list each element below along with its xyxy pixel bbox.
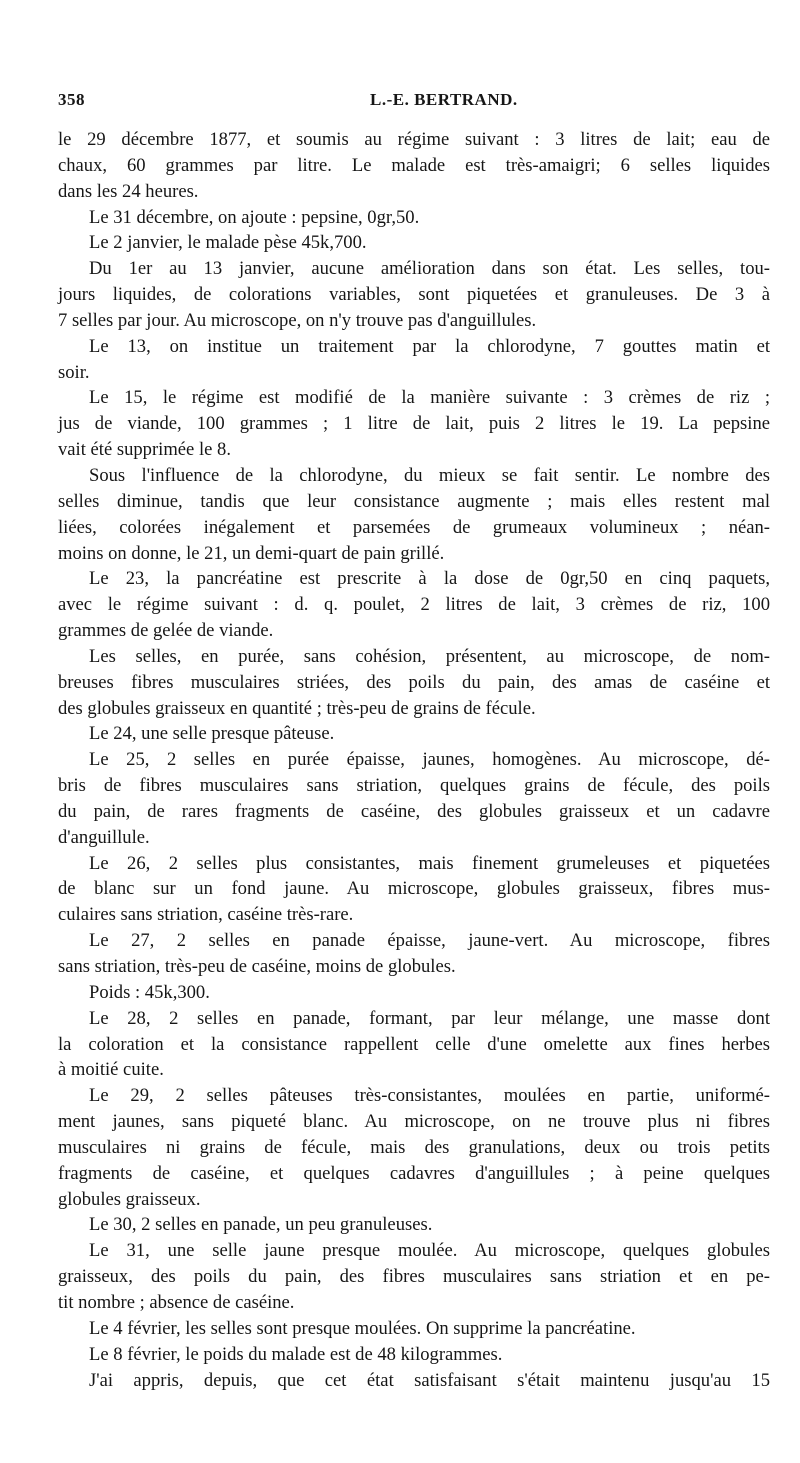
paragraph (58, 721, 770, 747)
running-title: L.-E. BERTRAND. (370, 90, 518, 109)
text-line: le 29 décembre 1877, et soumis au régime suivant : 3 litres de lait; eau de (58, 129, 770, 150)
paragraph (58, 1342, 770, 1368)
text-line: la coloration et la consistance rappellent celle d'une omelette aux fines herbes (58, 1033, 770, 1055)
page-header (58, 90, 770, 114)
text-line: Les selles, en purée, sans cohésion, présentent, au microscope, de nom- (89, 645, 770, 667)
paragraph (58, 1238, 770, 1316)
text-line: Du 1er au 13 janvier, aucune amélioration dans son état. Les selles, tou- (89, 258, 770, 280)
text-line: breuses fibres musculaires striées, des poils du pain, des amas de caséine et (58, 671, 770, 693)
paragraph (58, 463, 770, 566)
text-line: Le 28, 2 selles en panade, formant, par leur mélange, une masse dont (89, 1007, 770, 1029)
text-line: Le 2 janvier, le malade pèse 45k,700. (89, 232, 367, 254)
paragraph (58, 205, 770, 231)
text-line: selles diminue, tandis que leur consistance augmente ; mais elles restent mal (58, 490, 770, 512)
paragraph (58, 747, 770, 850)
text-line: culaires sans striation, caséine très-rare. (58, 904, 354, 926)
text-line: Le 31 décembre, on ajoute : pepsine, 0gr,50. (89, 206, 420, 228)
text-line: jours liquides, de colorations variables, sont piquetées et granuleuses. De 3 à (58, 284, 770, 306)
text-line: Le 15, le régime est modifié de la manière suivante : 3 crèmes de riz ; (89, 387, 770, 409)
text-line: Le 25, 2 selles en purée épaisse, jaunes, homogènes. Au microscope, dé- (89, 749, 770, 771)
text-line: de blanc sur un fond jaune. Au microscope, globules graisseux, fibres mus- (58, 878, 770, 900)
text-line: Le 30, 2 selles en panade, un peu granuleuses. (89, 1214, 433, 1236)
text-line: chaux, 60 grammes par litre. Le malade est très-amaigri; 6 selles liquides (58, 154, 770, 176)
text-line: avec le régime suivant : d. q. poulet, 2 litres de lait, 3 crèmes de riz, 100 (58, 594, 770, 616)
text-line: fragments de caséine, et quelques cadavres d'anguillules ; à peine quelques (58, 1162, 770, 1184)
paragraph (58, 230, 770, 256)
text-line: sans striation, très-peu de caséine, moins de globules. (58, 956, 456, 977)
text-line: J'ai appris, depuis, que cet état satisfaisant s'était maintenu jusqu'au 15 (89, 1369, 770, 1391)
paragraph (58, 1006, 770, 1084)
text-line: globules graisseux. (58, 1188, 201, 1210)
text-line: ment jaunes, sans piqueté blanc. Au microscope, on ne trouve plus ni fibres (58, 1111, 770, 1133)
paragraph (58, 334, 770, 386)
paragraph (58, 851, 770, 929)
text-line: 7 selles par jour. Au microscope, on n'y trouve pas d'anguillules. (58, 309, 537, 331)
paragraph (58, 1368, 770, 1394)
text-line: Le 4 février, les selles sont presque moulées. On supprime la pancréatine. (89, 1317, 636, 1339)
text-line: grammes de gelée de viande. (58, 620, 274, 642)
text-line: bris de fibres musculaires sans striation, quelques grains de fécule, des poils (58, 775, 770, 797)
paragraph (58, 566, 770, 644)
text-line: des globules graisseux en quantité ; très-peu de grains de fécule. (58, 697, 536, 719)
text-line: Le 13, on institue un traitement par la chlorodyne, 7 gouttes matin et (89, 335, 770, 357)
text-line: vait été supprimée le 8. (58, 439, 231, 461)
paragraph (58, 1212, 770, 1238)
paragraph (58, 980, 770, 1006)
text-line: à moitié cuite. (58, 1059, 164, 1081)
text-line: moins on donne, le 21, un demi-quart de pain grillé. (58, 542, 445, 564)
text-line: tit nombre ; absence de caséine. (58, 1291, 295, 1313)
text-line: Le 24, une selle presque pâteuse. (89, 723, 335, 745)
body-text (58, 127, 770, 1393)
text-line: Le 29, 2 selles pâteuses très-consistantes, moulées en partie, uniformé- (89, 1085, 770, 1107)
paragraph (58, 644, 770, 722)
text-line: Le 8 février, le poids du malade est de 48 kilogrammes. (89, 1343, 503, 1365)
paragraph (58, 256, 770, 334)
text-line: jus de viande, 100 grammes ; 1 litre de lait, puis 2 litres le 19. La pepsine (58, 413, 770, 435)
text-line: du pain, de rares fragments de caséine, des globules graisseux et un cadavre (58, 800, 770, 822)
page-number: 358 (58, 90, 85, 109)
paragraph (58, 928, 770, 980)
text-line: liées, colorées inégalement et parsemées de grumeaux volumineux ; néan- (58, 516, 770, 538)
text-line: Le 23, la pancréatine est prescrite à la dose de 0gr,50 en cinq paquets, (89, 568, 770, 590)
text-line: soir. (58, 361, 90, 383)
text-line: Poids : 45k,300. (89, 981, 210, 1003)
text-line: Le 27, 2 selles en panade épaisse, jaune-vert. Au microscope, fibres (89, 930, 770, 952)
text-line: musculaires ni grains de fécule, mais des granulations, deux ou trois petits (58, 1136, 770, 1158)
paragraph (58, 385, 770, 463)
paragraph (58, 1083, 770, 1212)
text-line: Le 26, 2 selles plus consistantes, mais finement grumeleuses et piquetées (89, 852, 770, 874)
paragraph (58, 1316, 770, 1342)
text-line: d'anguillule. (58, 826, 150, 848)
paragraph (58, 127, 770, 205)
text-line: Sous l'influence de la chlorodyne, du mieux se fait sentir. Le nombre des (89, 464, 770, 486)
text-line: dans les 24 heures. (58, 180, 199, 202)
text-line: graisseux, des poils du pain, des fibres musculaires sans striation et en pe- (58, 1266, 770, 1288)
text-line: Le 31, une selle jaune presque moulée. Au microscope, quelques globules (89, 1240, 770, 1262)
